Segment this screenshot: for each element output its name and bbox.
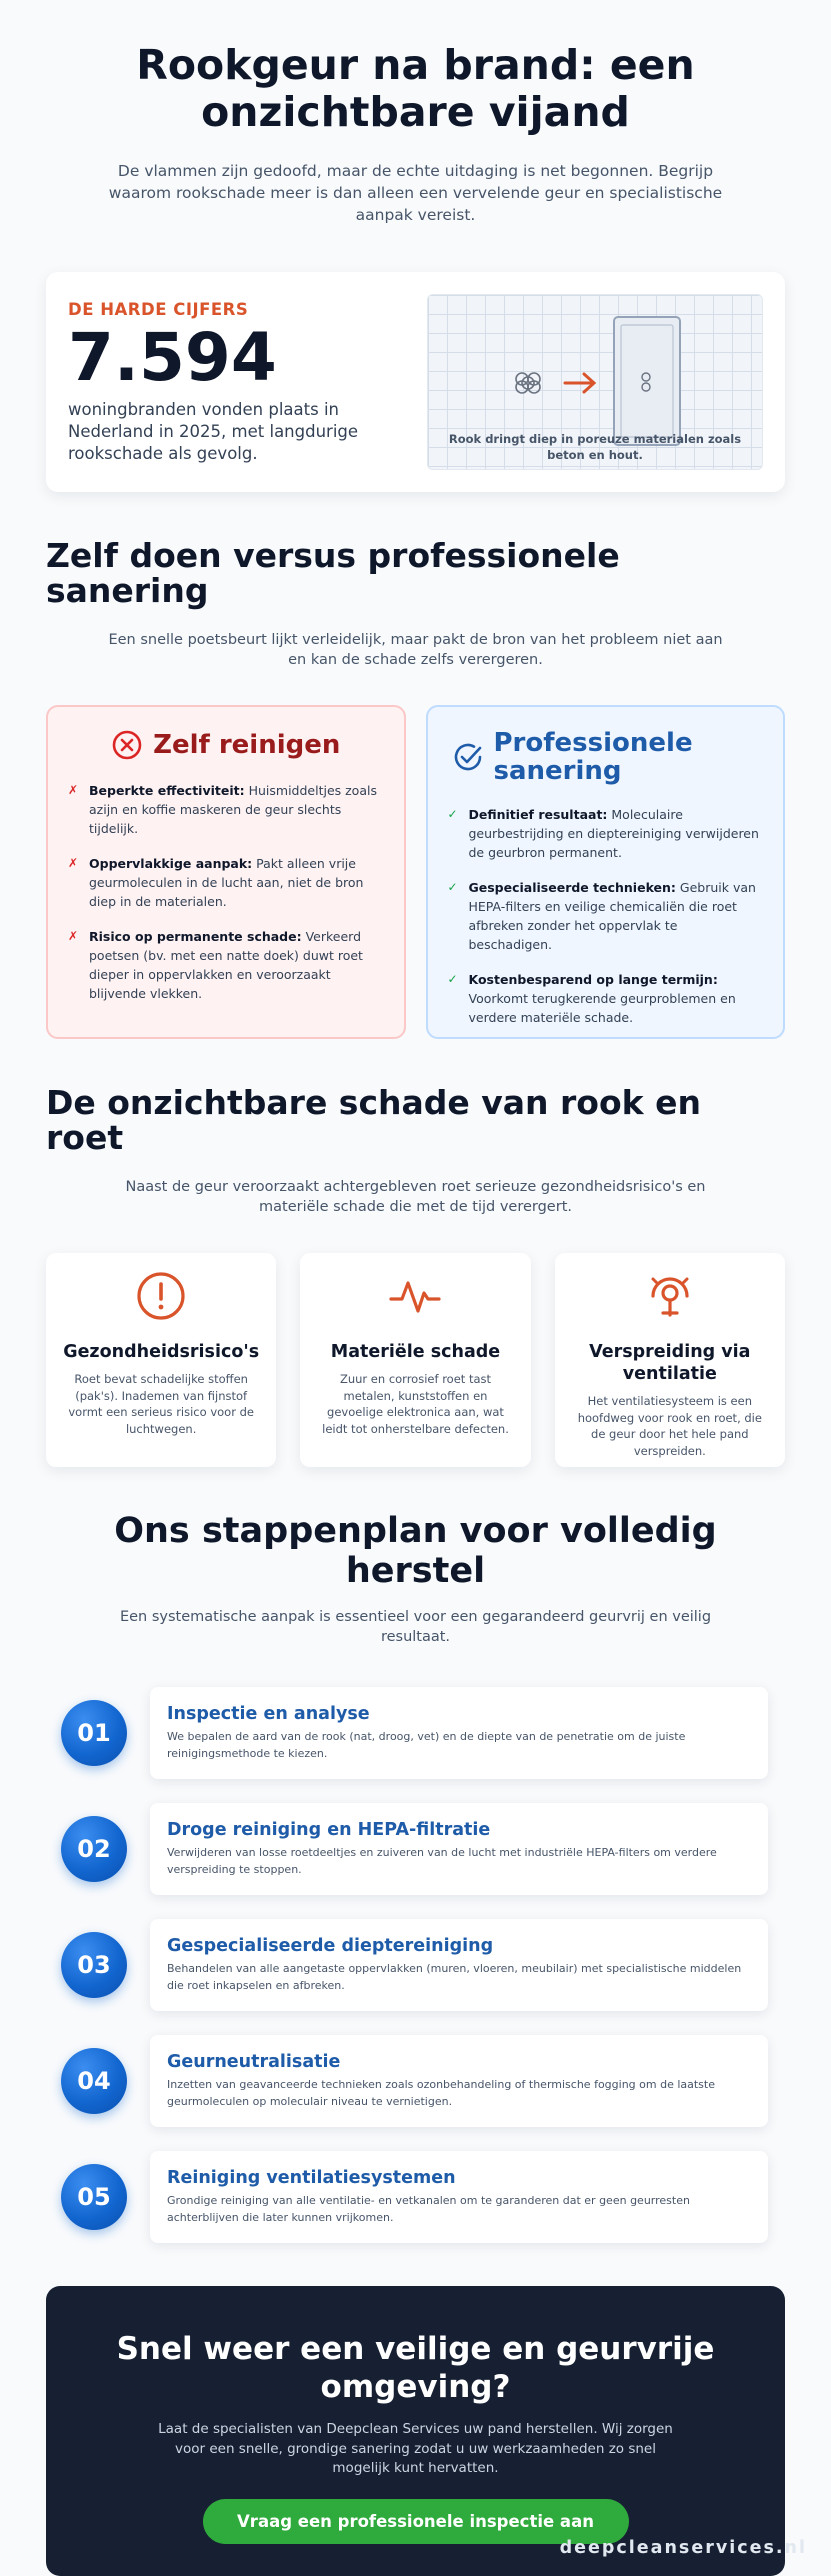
steps-list	[46, 1687, 785, 2243]
steps-section	[46, 1511, 785, 2243]
stat-content	[68, 300, 413, 465]
list-item	[68, 854, 384, 911]
stat-kicker: DE HARDE CIJFERS	[68, 299, 249, 319]
step-number: 05	[61, 2164, 127, 2230]
stat-number: 7.594	[68, 318, 277, 396]
step-item	[46, 1919, 785, 2011]
cta-text: Laat de specialisten van Deepclean Services uw pand herstellen. Wij zorgen voor een snelle, grondige sanering zodat u uw werkzaamheden zo snel mogelijk kunt hervatten.	[158, 2421, 673, 2476]
activity-icon	[388, 1269, 442, 1323]
list-item	[68, 781, 384, 838]
compare-cards	[46, 705, 785, 1039]
list-item	[68, 927, 384, 1003]
page-title: Rookgeur na brand: een onzichtbare vijand	[136, 41, 695, 136]
damage-title: De onzichtbare schade van rook en roet	[46, 1083, 701, 1157]
step-text: Grondige reiniging van alle ventilatie- en vetkanalen om te garanderen dat er geen geurresten achterblijven die later kunnen vrijkomen.	[167, 2194, 690, 2224]
diy-card-title: Zelf reinigen	[153, 730, 341, 760]
item-label: Definitief resultaat:	[468, 807, 608, 822]
hero	[46, 0, 785, 226]
step-card	[150, 2035, 768, 2127]
compare-subtitle: Een snelle poetsbeurt lijkt verleidelijk, maar pakt de bron van het probleem niet aan en kan de schade zelfs verergeren.	[108, 632, 723, 668]
damage-card-title: Gezondheidsrisico's	[63, 1342, 260, 1362]
list-item	[448, 805, 764, 862]
step-number: 01	[61, 1700, 127, 1766]
cta-title: Snel weer een veilige en geurvrije omgeving?	[116, 2331, 715, 2405]
cross-icon: ✗	[68, 929, 79, 943]
item-text: Pakt alleen vrije geurmoleculen in de lucht aan, niet de bron diep in de materialen.	[89, 856, 364, 909]
damage-card-text: Zuur en corrosief roet tast metalen, kunststoffen en gevoelige elektronica aan, wat leidt tot onherstelbare defecten.	[322, 1372, 509, 1436]
item-text: Huismiddeltjes zoals azijn en koffie maskeren de geur slechts tijdelijk.	[89, 783, 377, 836]
stat-card	[46, 272, 785, 492]
list-item	[448, 970, 764, 1027]
item-label: Beperkte effectiviteit:	[89, 783, 245, 798]
request-inspection-button[interactable]: Vraag een professionele inspectie aan	[203, 2499, 629, 2544]
damage-card-health	[46, 1253, 276, 1467]
step-card	[150, 2151, 768, 2243]
watermark: deepcleanservices.nl	[559, 2538, 807, 2558]
smoke-molecule-icon	[516, 373, 540, 393]
damage-cards	[46, 1253, 785, 1467]
damage-section	[46, 1085, 785, 1467]
item-label: Kostenbesparend op lange termijn:	[468, 972, 718, 987]
pro-card-title: Professionele sanering	[493, 728, 693, 786]
damage-card-text: Roet bevat schadelijke stoffen (pak's). Inademen van fijnstof vormt een serieus risico voor de luchtwegen.	[68, 1372, 254, 1436]
step-title: Inspectie en analyse	[167, 1704, 370, 1724]
item-label: Gespecialiseerde technieken:	[468, 880, 676, 895]
item-text: Moleculaire geurbestrijding en dieptereiniging verwijderen de geurbron permanent.	[468, 807, 759, 860]
compare-section	[46, 538, 785, 1039]
step-title: Geurneutralisatie	[167, 2052, 341, 2072]
step-text: Behandelen van alle aangetaste oppervlakken (muren, vloeren, meubilair) met specialistische middelen die roet inkapselen en afbreken.	[167, 1962, 742, 1992]
alert-circle-icon	[134, 1269, 188, 1323]
step-item	[46, 1687, 785, 1779]
check-circle-icon	[452, 741, 484, 773]
step-text: Verwijderen van losse roetdeeltjes en zuiveren van de lucht met industriële HEPA-filters om verdere verspreiding te stoppen.	[167, 1846, 717, 1876]
steps-title: Ons stappenplan voor volledig herstel	[114, 1511, 717, 1591]
diy-card	[46, 705, 406, 1039]
step-card	[150, 1687, 768, 1779]
cta-banner	[46, 2286, 785, 2576]
damage-card-title: Verspreiding via ventilatie	[589, 1342, 751, 1384]
smoke-penetration-illustration	[427, 294, 763, 470]
cross-icon: ✗	[68, 856, 79, 870]
ventilation-icon	[643, 1269, 697, 1323]
step-card	[150, 1919, 768, 2011]
step-text: Inzetten van geavanceerde technieken zoals ozonbehandeling of thermische fogging om de laatste geurmoleculen op moleculair niveau te vernietigen.	[167, 2078, 715, 2108]
cross-icon: ✗	[68, 783, 79, 797]
pro-list	[448, 805, 764, 1027]
item-text: Gebruik van HEPA-filters en veilige chemicaliën die roet afbreken zonder het oppervlak te beschadigen.	[468, 880, 756, 952]
item-text: Voorkomt terugkerende geurproblemen en verdere materiële schade.	[468, 991, 736, 1025]
diy-card-header	[68, 729, 384, 761]
check-icon: ✓	[447, 807, 458, 821]
hero-subtitle: De vlammen zijn gedoofd, maar de echte uitdaging is net begonnen. Begrijp waarom rookschade meer is dan alleen een vervelende geur en specialistische aanpak vereist.	[108, 162, 723, 224]
steps-subtitle: Een systematische aanpak is essentieel voor een gegarandeerd geurvrij en veilig resultaat.	[119, 1609, 712, 1645]
damage-card-title: Materiële schade	[330, 1342, 501, 1362]
door-icon	[614, 317, 680, 445]
item-label: Risico op permanente schade:	[89, 929, 302, 944]
step-item	[46, 2151, 785, 2243]
compare-title: Zelf doen versus professionele sanering	[46, 536, 620, 610]
check-icon: ✓	[447, 972, 458, 986]
arrow-right-icon	[565, 374, 594, 392]
step-item	[46, 1803, 785, 1895]
step-number: 03	[61, 1932, 127, 1998]
step-title: Gespecialiseerde dieptereiniging	[167, 1936, 494, 1956]
step-number: 02	[61, 1816, 127, 1882]
damage-card-ventilation	[555, 1253, 785, 1467]
step-text: We bepalen de aard van de rook (nat, droog, vet) en de diepte van de penetratie om de juiste reinigingsmethode te kiezen.	[167, 1730, 686, 1760]
item-label: Oppervlakkige aanpak:	[89, 856, 253, 871]
damage-card-text: Het ventilatiesysteem is een hoofdweg voor rook en roet, die de geur door het hele pand verspreiden.	[577, 1394, 762, 1458]
stat-text: woningbranden vonden plaats in Nederland in 2025, met langdurige rookschade als gevolg.	[68, 399, 359, 463]
damage-subtitle: Naast de geur veroorzaakt achtergebleven roet serieuze gezondheidsrisico's en materiële schade die met de tijd verergert.	[125, 1179, 706, 1215]
step-title: Reiniging ventilatiesystemen	[167, 2168, 456, 2188]
damage-card-material	[300, 1253, 530, 1467]
diy-list	[68, 781, 384, 1003]
step-title: Droge reiniging en HEPA-filtratie	[167, 1820, 491, 1840]
pro-card-header	[448, 729, 764, 785]
x-circle-icon	[111, 729, 143, 761]
item-text: Verkeerd poetsen (bv. met een natte doek) duwt roet dieper in oppervlakken en veroorzaakt blijvende vlekken.	[89, 929, 363, 1001]
list-item	[448, 878, 764, 954]
step-number: 04	[61, 2048, 127, 2114]
illustration-caption: Rook dringt diep in poreuze materialen zoals beton en hout.	[448, 432, 742, 462]
step-item	[46, 2035, 785, 2127]
check-icon: ✓	[447, 880, 458, 894]
step-card	[150, 1803, 768, 1895]
pro-card	[426, 705, 786, 1039]
